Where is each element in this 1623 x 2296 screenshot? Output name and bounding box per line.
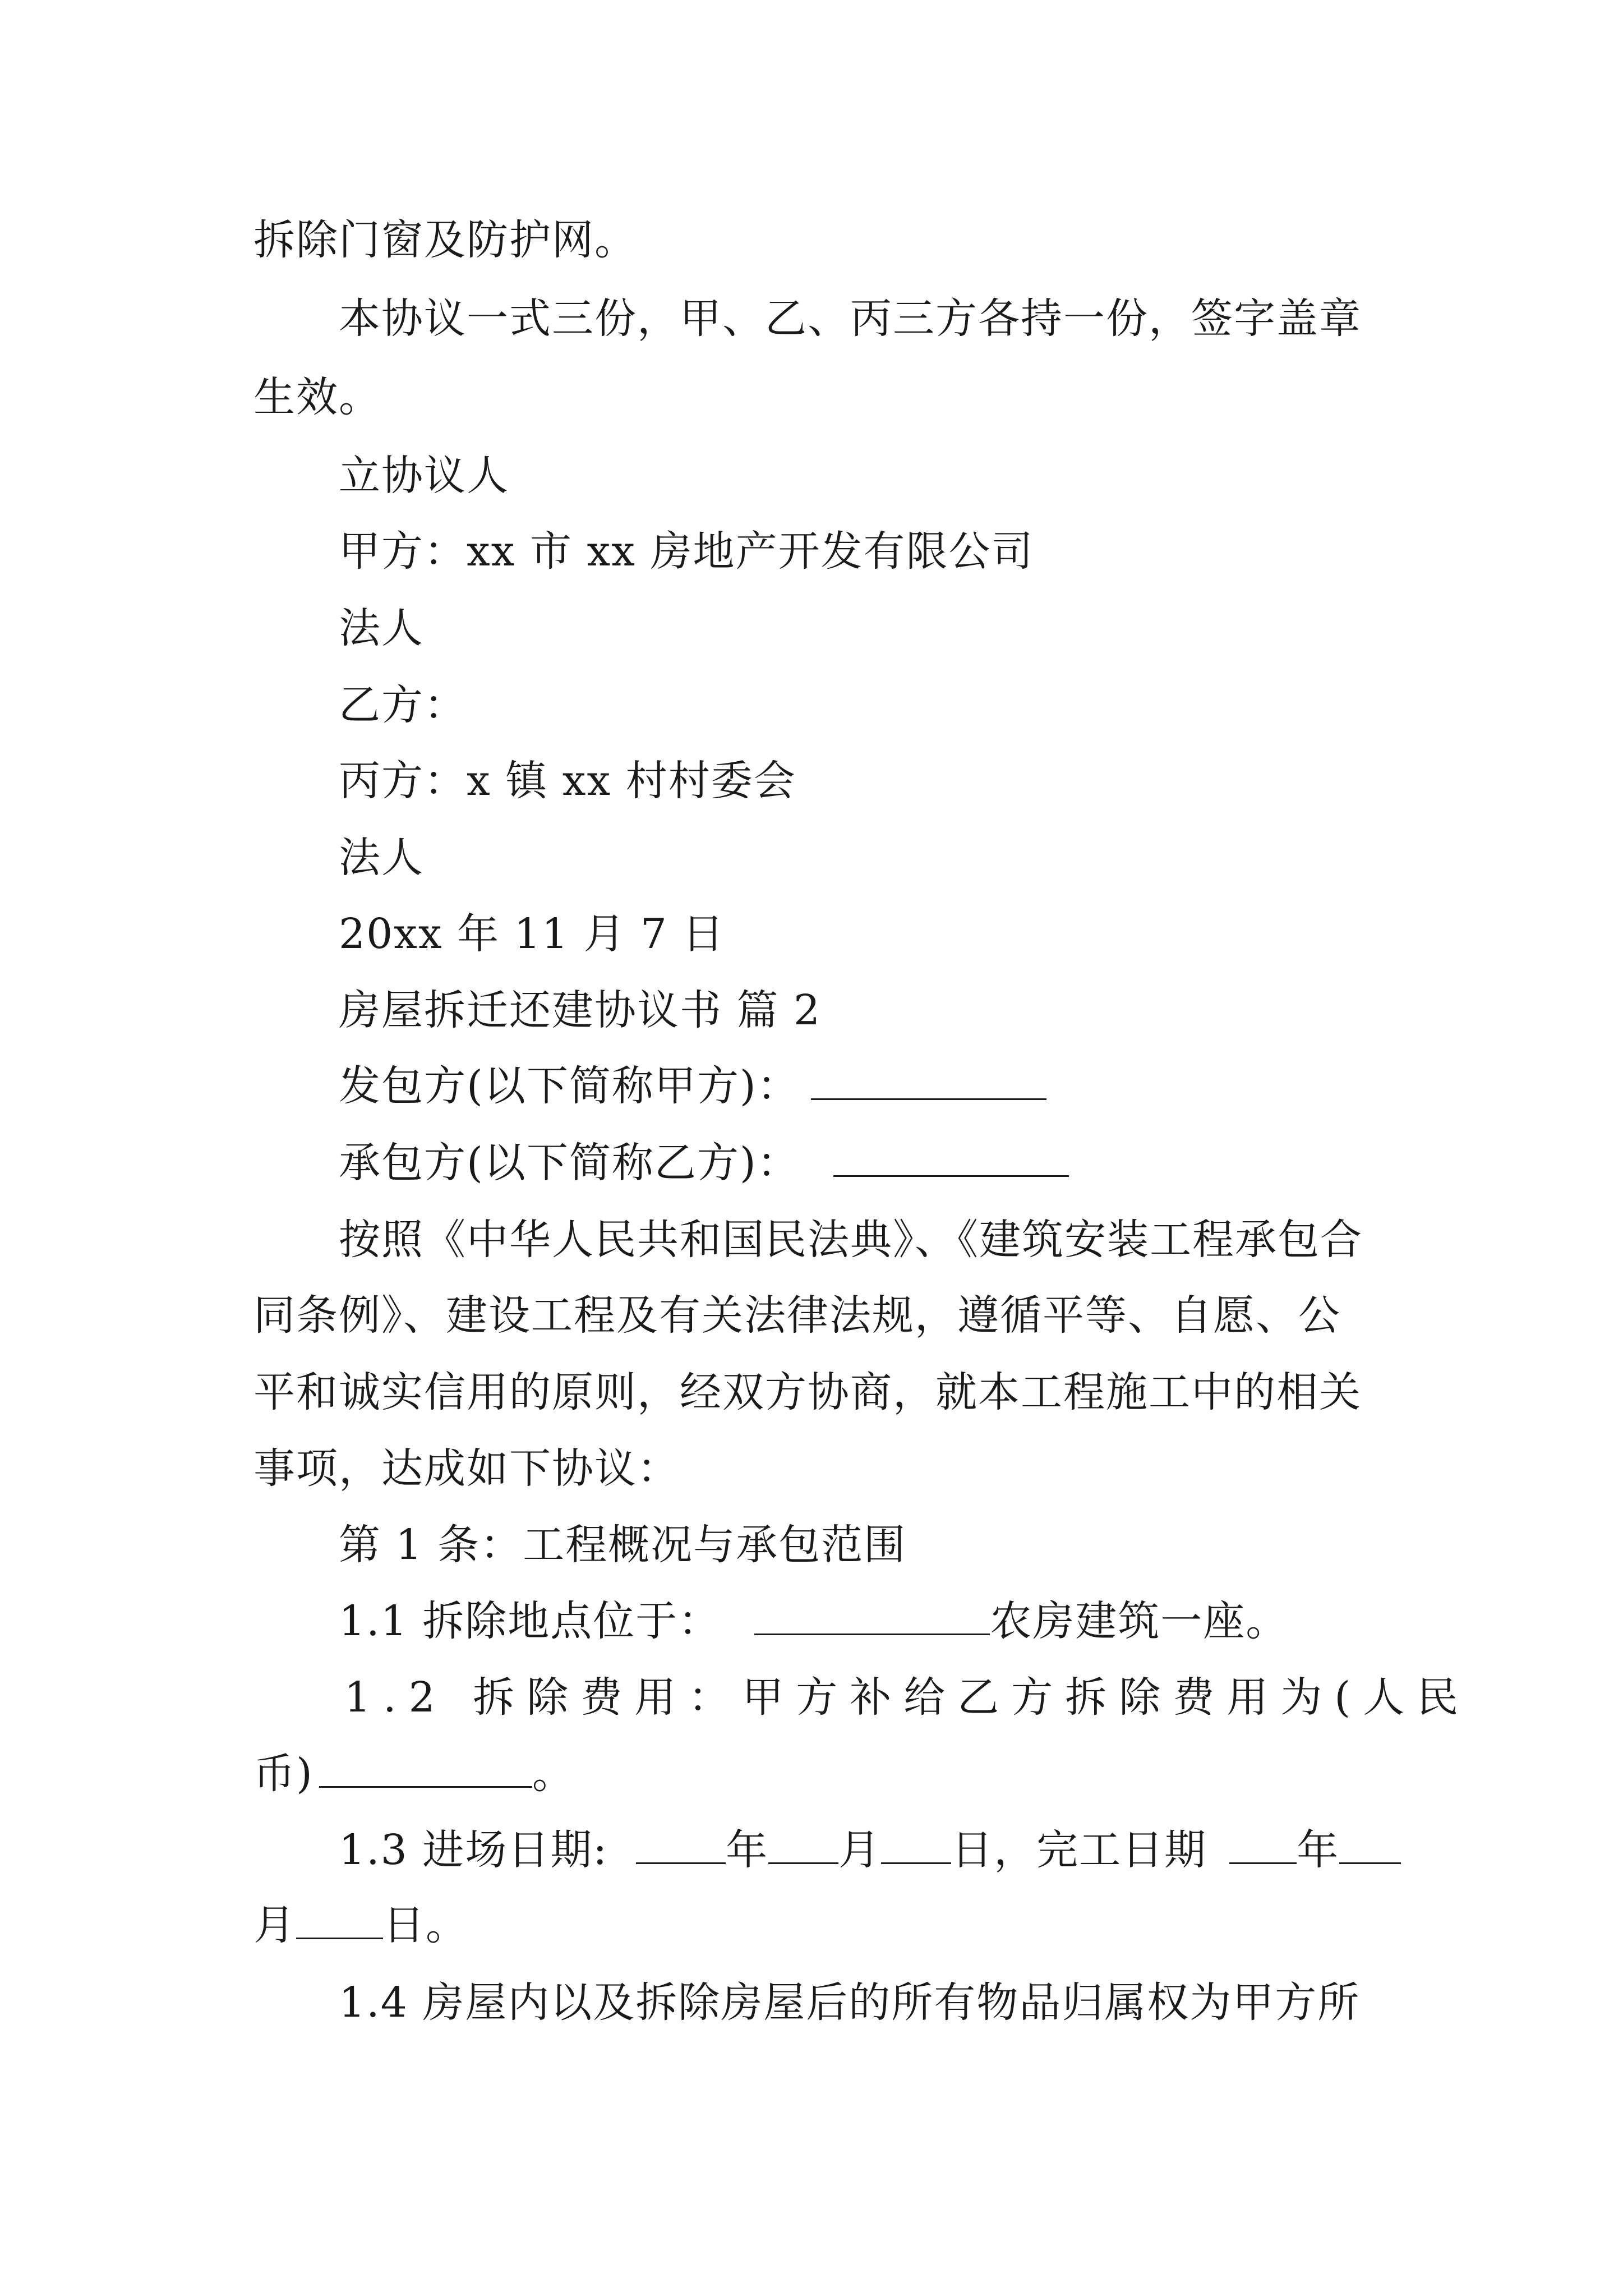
clause-text: 日，完工日期 [951,1826,1207,1874]
text-line: 事项，达成如下协议： [253,1444,680,1493]
contractor-label: 承包方(以下简称乙方)： [339,1139,800,1187]
date-line: 20xx 年 11 月 7 日 [339,910,725,958]
fill-blank [296,1898,383,1939]
text-line: 按照《中华人民共和国民法典》、《建筑安装工程承包合 [339,1216,1363,1264]
party-a-line: 甲方：xx 市 xx 房地产开发有限公司 [339,527,1034,576]
text-line: 同条例》、建设工程及有关法律法规，遵循平等、自愿、公 [253,1291,1341,1340]
clause-1-3 [339,1822,1401,1878]
fill-blank [768,1823,838,1864]
party-c-line: 丙方：x 镇 xx 村村委会 [339,757,796,805]
clause-text: 月 [253,1901,296,1949]
signatory-heading: 立协议人 [339,452,509,500]
fill-blank [881,1823,951,1864]
fill-blank [833,1136,1069,1177]
contractor-line [339,1135,1069,1191]
fill-blank [1229,1823,1297,1864]
clause-1-2-cont [253,1746,575,1802]
party-b-line: 乙方： [339,681,467,729]
employer-label: 发包方(以下简称甲方)： [339,1062,800,1110]
clause-text: 日。 [383,1901,468,1949]
clause-1-4: 1.4 房屋内以及拆除房屋后的所有物品归属权为甲方所 [339,1978,1361,2027]
clause-text: 1.1 拆除地点位于： [339,1597,721,1645]
clause-text: 年 [1297,1826,1340,1874]
legal-person-line: 法人 [339,604,424,652]
clause-text: 币) [253,1750,313,1798]
section-title: 房屋拆迁还建协议书 篇 2 [339,986,822,1034]
clause-text: 1.3 进场日期: [339,1826,608,1874]
fill-blank [319,1747,532,1788]
clause-text: 。 [532,1750,575,1798]
text-line: 本协议一式三份，甲、乙、丙三方各持一份，签字盖章 [339,295,1362,343]
clause-text: 年 [726,1826,769,1874]
article-heading: 第 1 条：工程概况与承包范围 [339,1521,907,1569]
clause-1-1 [339,1593,1288,1649]
fill-blank [754,1594,990,1635]
employer-line [339,1058,1046,1114]
clause-1-3-cont [253,1897,468,1953]
text-line: 生效。 [253,373,381,421]
text-line: 拆除门窗及防护网。 [253,216,637,264]
fill-blank [1339,1823,1401,1864]
clause-text: 农房建筑一座。 [990,1597,1289,1645]
fill-blank [811,1059,1046,1100]
clause-text: 月 [838,1826,882,1874]
fill-blank [636,1823,726,1864]
text-line: 平和诚实信用的原则，经双方协商，就本工程施工中的相关 [253,1368,1362,1416]
legal-person-line: 法人 [339,834,424,882]
clause-1-2: 1.2 拆除费用：甲方补给乙方拆除费用为(人民 [344,1673,1471,1722]
